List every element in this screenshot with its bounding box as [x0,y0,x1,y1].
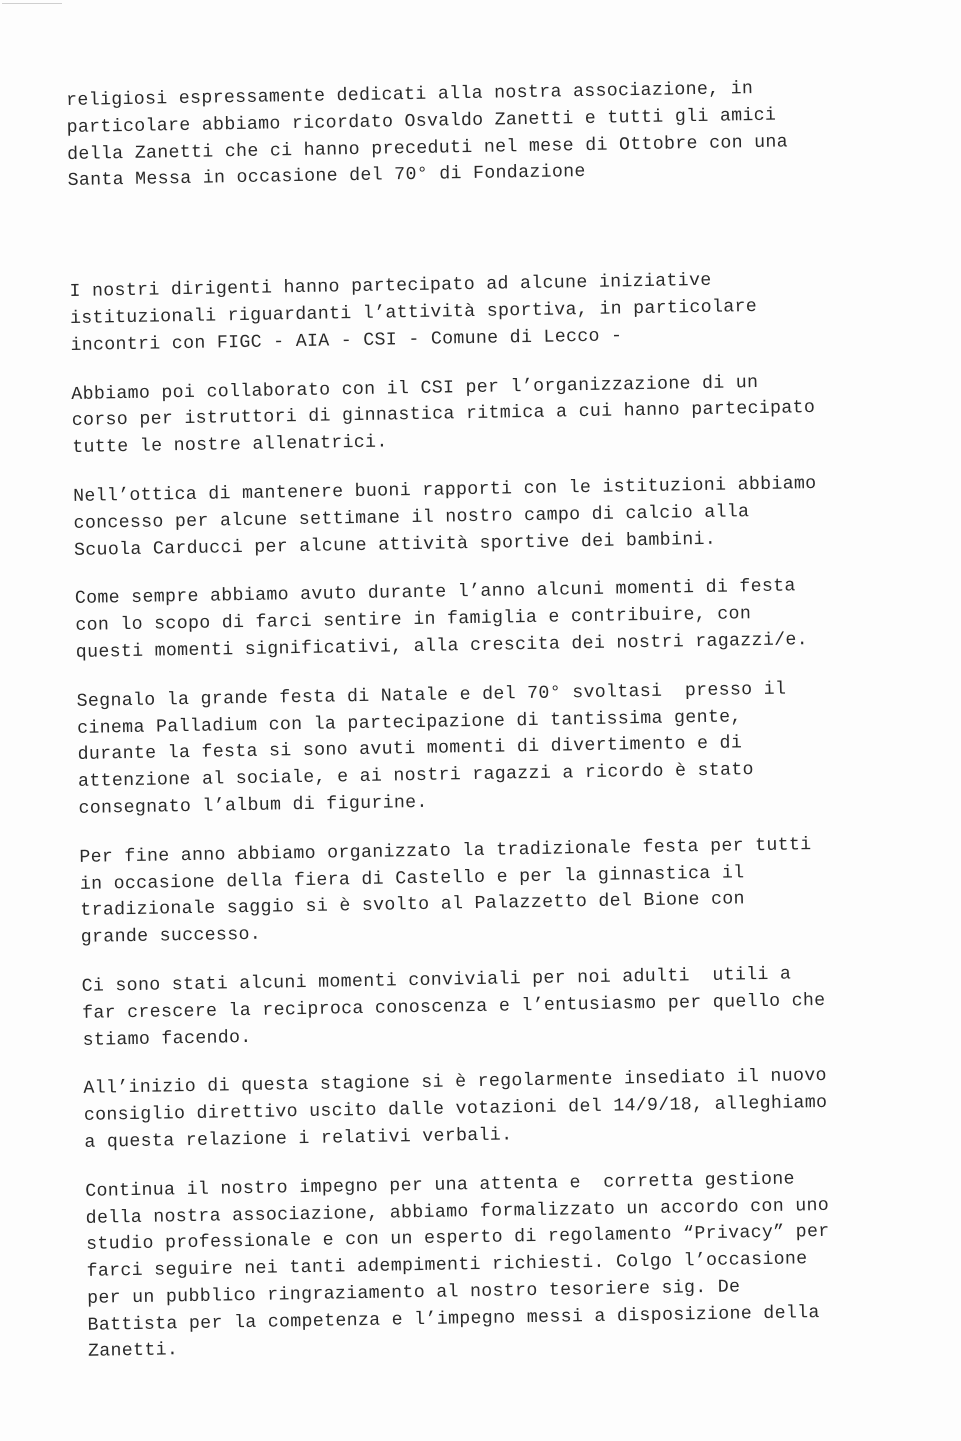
paragraph-religious-events [66,73,928,195]
text-line: tutte le nostre allenatrici. [72,432,388,459]
text-line: I nostri dirigenti hanno partecipato ad alcune iniziative [69,270,712,303]
text-line: questi momenti significativi, alla crescita dei nostri ragazzi/e. [75,630,809,663]
text-line: corso per istruttori di ginnastica ritmica a cui hanno partecipato [71,398,816,432]
paragraph-adult-gatherings [81,959,942,1054]
text-line: religiosi espressamente dedicati alla nostra associazione, in [66,79,754,111]
text-line: durante la festa si sono avuti momenti di divertimento e di [77,733,743,766]
text-line: Per fine anno abbiamo organizzato la tradizionale festa per tutti [79,834,812,868]
scan-edge-mark [2,3,62,4]
text-line: particolare abbiamo ricordato Osvaldo Zanetti e tutti gli amici [66,105,777,138]
paragraph-new-board [83,1061,944,1156]
text-line: Zanetti. [87,1340,179,1363]
text-line: in occasione della fiera di Castello e per la ginnastica il [79,862,745,895]
paragraph-management-commitment [85,1164,948,1367]
text-line: attenzione al sociale, e ai nostri ragazzi a ricordo è stato [77,760,755,793]
text-line: farci seguire nei tanti adempimenti richiesti. Colgo l’occasione [86,1249,808,1282]
letter-body [66,73,949,1388]
text-line: Segnalo la grande festa di Natale e del 70° svoltasi presso il [76,679,787,712]
paragraph-celebrations [75,571,936,666]
text-line: Nell’ottica di mantenere buoni rapporti con le istituzioni abbiamo [72,473,817,507]
text-line: Santa Messa in occasione del 70° di Fondazione [67,162,586,192]
text-line: per un pubblico ringraziamento al nostro tesoriere sig. De [86,1277,741,1309]
paragraph-csi-course [71,367,932,462]
text-line: con lo scopo di farci sentire in famiglia e contribuire, con [75,604,752,637]
text-line: tradizionale saggio si è svolto al Palazzetto del Bione con [80,889,746,922]
text-line: Scuola Carducci per alcune attività sportive dei bambini. [73,529,717,561]
text-line: Come sempre abbiamo avuto durante l’anno alcuni momenti di festa [74,576,796,610]
text-line: grande successo. [80,924,262,948]
paragraph-institutional-initiatives [69,264,930,359]
text-line: a questa relazione i relativi verbali. [84,1125,513,1153]
text-line: Continua il nostro impegno per una attenta e corretta gestione [85,1169,795,1202]
text-line: istituzionali riguardanti l’attività sportiva, in particolare [69,296,758,329]
text-line: Abbiamo poi collaborato con il CSI per l’organizzazione di un [71,372,759,405]
text-line: All’inizio di questa stagione si è regolarmente insediato il nuovo [83,1066,827,1100]
text-line: della Zanetti che ci hanno preceduti nel mese di Ottobre con una [66,132,789,165]
text-line: incontri con FIGC - AIA - CSI - Comune di Lecco - [70,326,623,356]
paragraph-year-end-party [79,830,941,952]
text-line: concesso per alcune settimane il nostro campo di calcio alla [73,501,750,534]
text-line: della nostra associazione, abbiamo formalizzato un accordo con uno [85,1195,830,1229]
text-line: Ci sono stati alcuni momenti conviviali per noi adulti utili a [81,964,792,997]
text-line: consegnato l’album di figurine. [78,792,428,819]
text-line: consiglio direttivo uscito dalle votazioni del 14/9/18, alleghiamo [83,1092,828,1126]
text-line: studio professionale e con un esperto di regolamento “Privacy” per [86,1222,830,1256]
text-line: Battista per la competenza e l’impegno messi a disposizione della [87,1302,820,1336]
text-line: stiamo facendo. [82,1027,252,1051]
text-line: cinema Palladium con la partecipazione di tantissima gente, [77,706,742,739]
paragraph-field-loan [73,469,934,564]
text-line: far crescere la reciproca conoscenza e l’entusiasmo per quello che [81,990,826,1024]
paragraph-christmas-party [76,674,938,823]
